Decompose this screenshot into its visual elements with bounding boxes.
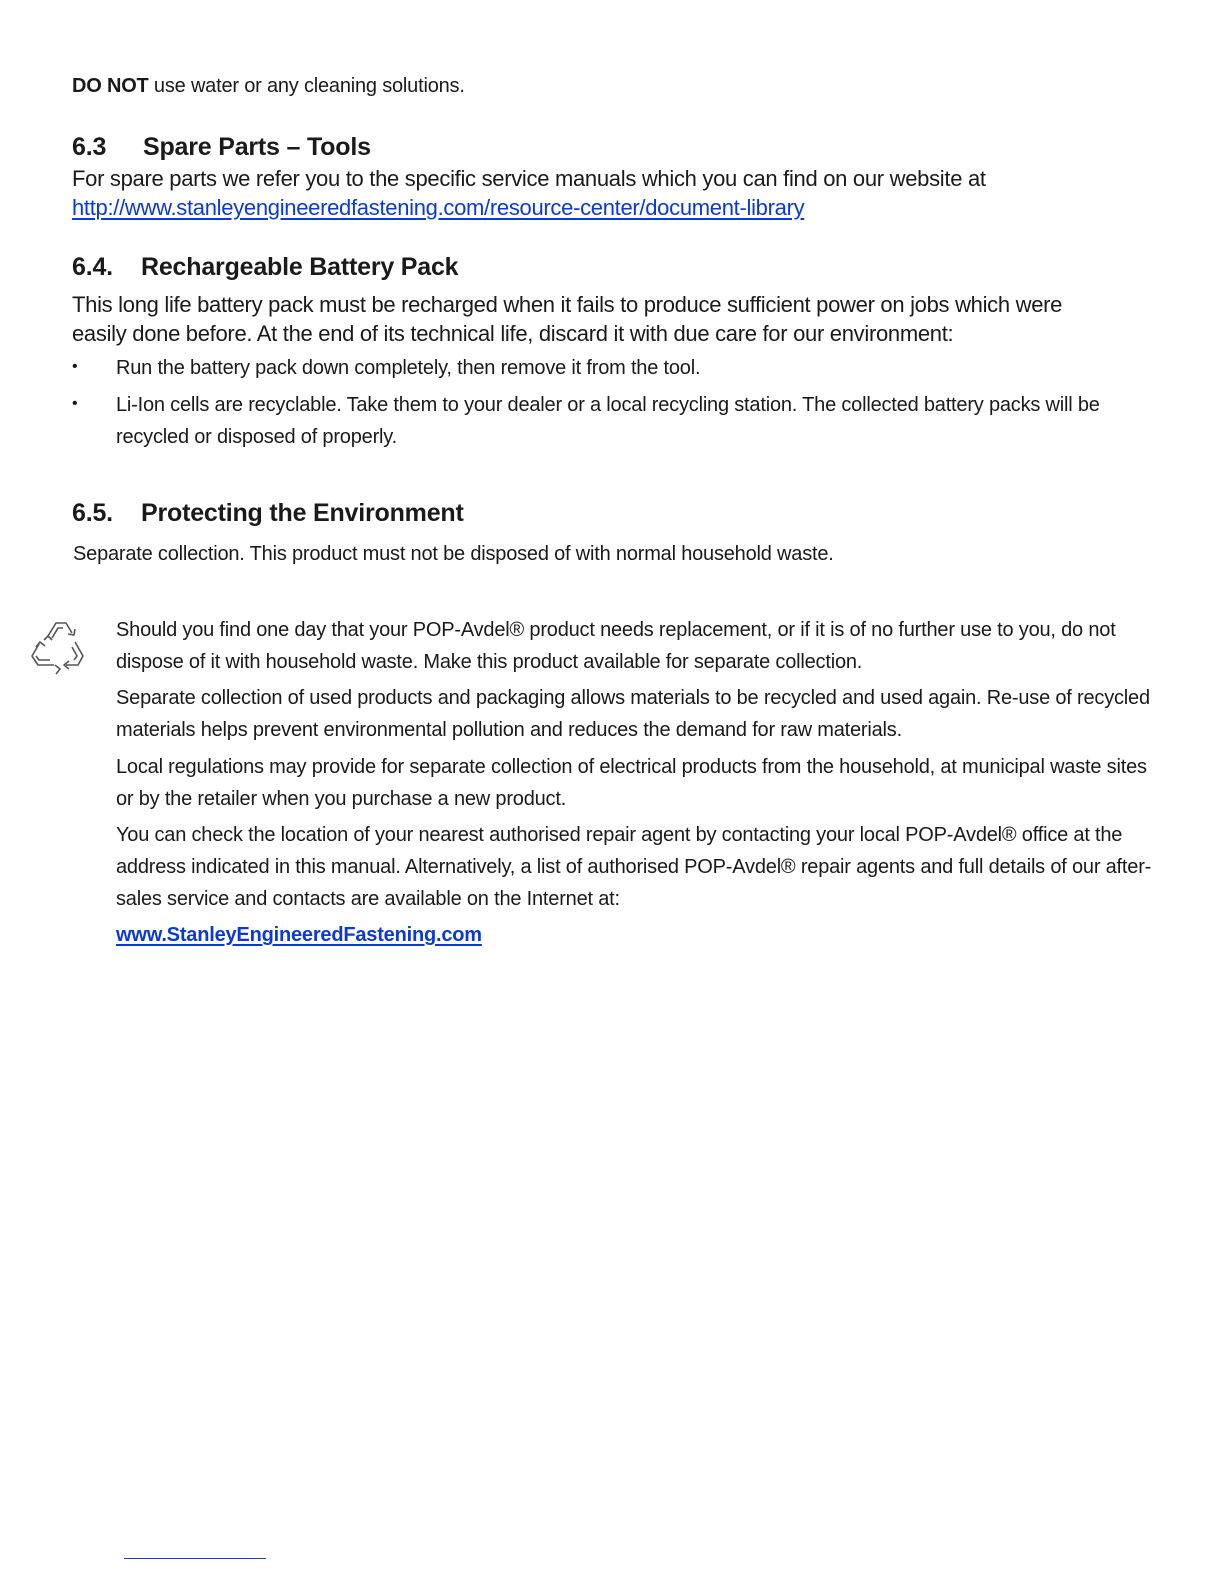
section-number: 6.3 [72,133,107,161]
section-6-5-heading [72,497,464,529]
environment-paragraph-2: Separate collection of used products and packaging allows materials to be recycled and used again. Re-use of recycled materials helps prevent environmental pollution and reduces the demand for raw materials. [116,687,1150,741]
section-title: Rechargeable Battery Pack [141,253,459,281]
section-6-3-heading [72,131,371,163]
intro-text: use water or any cleaning solutions. [148,75,465,97]
section-6-4-body-line-1: This long life battery pack must be recharged when it fails to produce sufficient power on jobs which were [72,292,1063,317]
bullet-dot: • [72,358,78,375]
environment-paragraph-3: Local regulations may provide for separate collection of electrical products from the household, at municipal waste sites or by the retailer when you purchase a new product. [116,756,1147,810]
section-6-5-intro: Separate collection. This product must not be disposed of with normal household waste. [73,543,834,565]
stanley-website-link[interactable]: www.StanleyEngineeredFastening.com [116,924,482,946]
intro-bold: DO NOT [72,75,149,97]
environment-paragraph-1: Should you find one day that your POP-Avdel® product needs replacement, or if it is of no further use to you, do not dispose of it with household waste. Make this product available for separate collection. [116,619,1116,673]
footnote-separator [124,1558,266,1559]
section-number: 6.4. [72,253,113,281]
bullet-dot: • [72,395,78,412]
section-6-4-body-line-2: easily done before. At the end of its technical life, discard it with due care for our environment: [72,321,954,346]
intro-warning [72,72,465,100]
section-title: Spare Parts – Tools [143,133,371,161]
environment-paragraph-4: You can check the location of your nearest authorised repair agent by contacting your local POP-Avdel® office at the address indicated in this manual. Alternatively, a list of authorised POP-Avdel® repair agents and full details of our after-sales service and contacts are available on the Internet at: [116,824,1152,910]
section-6-4-heading [72,251,458,283]
section-title: Protecting the Environment [141,499,464,527]
bullet-item: Run the battery pack down completely, then remove it from the tool. [116,357,701,379]
section-6-3-body: For spare parts we refer you to the specific service manuals which you can find on our website at [72,166,986,191]
bullet-item: Li-Ion cells are recyclable. Take them to your dealer or a local recycling station. The collected battery packs will be recycled or disposed of properly. [116,394,1100,448]
recycle-icon [26,618,86,676]
section-number: 6.5. [72,499,113,527]
document-library-link[interactable]: http://www.stanleyengineeredfastening.com/resource-center/document-library [72,195,805,220]
